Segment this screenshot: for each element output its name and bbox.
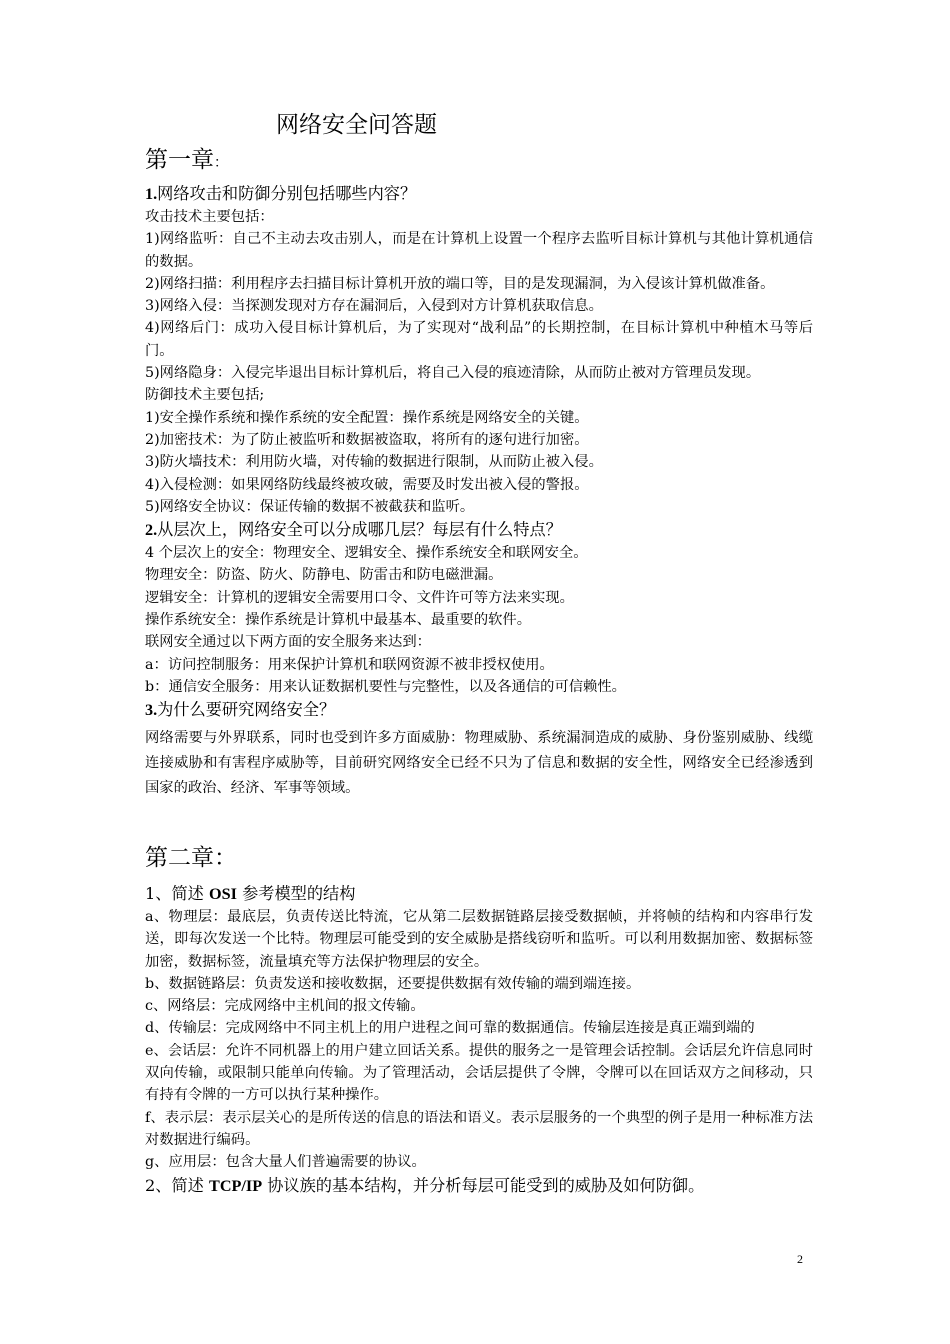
attack-intro: 攻击技术主要包括： [145,209,274,225]
page-number: 2 [797,1252,803,1266]
question-prefix: 1、简述 [145,884,210,903]
chapter-1-heading-mark: ： [214,155,228,171]
attack-item: 5)网络隐身：入侵完毕退出目标计算机后，将自己入侵的痕迹清除，从而防止被对方管理员发现。 [145,365,761,382]
answer-line: 逻辑安全：计算机的逻辑安全需要用口令、文件许可等方法来实现。 [145,589,574,606]
question-text: 从层次上，网络安全可以分成哪几层？每层有什么特点？ [157,520,562,540]
answer-paragraph: 网络需要与外界联系，同时也受到许多方面威胁：物理威胁、系统漏洞造成的威胁、身份鉴别威胁、线缆连接威胁和有害程序威胁等，目前研究网络安全已经不只为了信息和数据的安全性，网络安全已经渗透到国家的政治、经济、军事等领域。 [145,730,813,796]
document-title: 网络安全问答题 [276,112,437,138]
question-text: 网络攻击和防御分别包括哪些内容？ [157,184,417,203]
defense-item: 4)入侵检测：如果网络防线最终被攻破，需要及时发出被入侵的警报。 [145,476,589,493]
defense-item: 1)安全操作系统和操作系统的安全配置：操作系统是网络安全的关键。 [145,409,589,426]
question-suffix: 参考模型的结构 [236,884,356,903]
osi-layer-item: g、应用层：包含大量人们普遍需要的协议。 [145,1154,426,1171]
chapter-2-content [145,882,813,1198]
attack-item: 1)网络监听：自己不主动去攻击别人，而是在计算机上设置一个程序去监听目标计算机与其他计算机通信的数据。 [145,231,813,270]
defense-item: 5)网络安全协议：保证传输的数据不被截获和监听。 [145,498,475,515]
question-number: 2. [145,521,158,540]
question-2-2 [145,1174,813,1198]
question-1-2 [145,518,813,542]
question-1-1 [145,182,813,206]
answer-line: b：通信安全服务：用来认证数据机要性与完整性，以及各通信的可信赖性。 [145,678,626,695]
chapter-1-heading-text: 第一章 [145,147,214,173]
chapter-1-content [145,182,813,801]
question-keyword: TCP/IP [209,1176,263,1195]
question-number: 3. [145,701,158,720]
answer-line: 物理安全：防盗、防火、防静电、防雷击和防电磁泄漏。 [145,567,503,584]
answer-line: 操作系统安全：操作系统是计算机中最基本、最重要的软件。 [145,612,532,629]
question-prefix: 2、简述 [145,1175,210,1195]
defense-item: 3)防火墙技术：利用防火墙，对传输的数据进行限制，从而防止被入侵。 [145,454,603,471]
attack-item: 2)网络扫描：利用程序去扫描目标计算机开放的端口等，目的是发现漏洞，为入侵该计算机做准备。 [145,275,775,292]
osi-layer-item: d、传输层：完成网络中不同主机上的用户进程之间可靠的数据通信。传输层连接是真正端到端的 [145,1020,755,1037]
chapter-2-heading: 第二章： [145,845,237,871]
osi-layer-item: f、表示层：表示层关心的是所传送的信息的语法和语义。表示层服务的一个典型的例子是用一种标准方法对数据进行编码。 [145,1109,813,1148]
osi-layer-item: b、数据链路层：负责发送和接收数据，还要提供数据有效传输的端到端连接。 [145,975,641,992]
question-1-3 [145,698,813,722]
defense-intro: 防御技术主要包括; [145,387,265,404]
osi-layer-item: a、物理层：最底层，负责传送比特流，它从第二层数据链路层接受数据帧，并将帧的结构和内容串行发送，即每次发送一个比特。物理层可能受到的安全威胁是搭线窃听和监听。可以利用数据加密、数据标签加密，数据标签，流量填充等方法保护物理层的安全。 [145,909,813,970]
osi-layer-item: c、网络层：完成网络中主机间的报文传输。 [145,998,425,1015]
defense-item: 2)加密技术：为了防止被监听和数据被盗取，将所有的逐句进行加密。 [145,431,589,448]
osi-layer-item: e、会话层：允许不同机器上的用户建立回话关系。提供的服务之一是管理会话控制。会话层允许信息同时双向传输，或限制只能单向传输。为了管理活动，会话层提供了令牌，令牌可以在回话双方之间移动，只有持有令牌的一方可以执行某种操作。 [145,1042,813,1104]
attack-item: 4)网络后门：成功入侵目标计算机后，为了实现对“战利品”的长期控制，在目标计算机中种植木马等后门。 [145,320,813,359]
answer-line: 联网安全通过以下两方面的安全服务来达到： [145,634,431,651]
answer-line: a：访问控制服务：用来保护计算机和联网资源不被非授权使用。 [145,656,554,673]
question-2-1 [145,882,813,906]
chapter-1-heading [145,144,228,179]
attack-item: 3)网络入侵：当探测发现对方存在漏洞后，入侵到对方计算机获取信息。 [145,298,603,315]
answer-line: 4 个层次上的安全：物理安全、逻辑安全、操作系统安全和联网安全。 [145,545,588,562]
question-text: 为什么要研究网络安全？ [157,700,336,720]
question-keyword: OSI [209,885,237,903]
question-number: 1. [145,185,158,203]
question-suffix: 协议族的基本结构，并分析每层可能受到的威胁及如何防御。 [262,1175,705,1195]
